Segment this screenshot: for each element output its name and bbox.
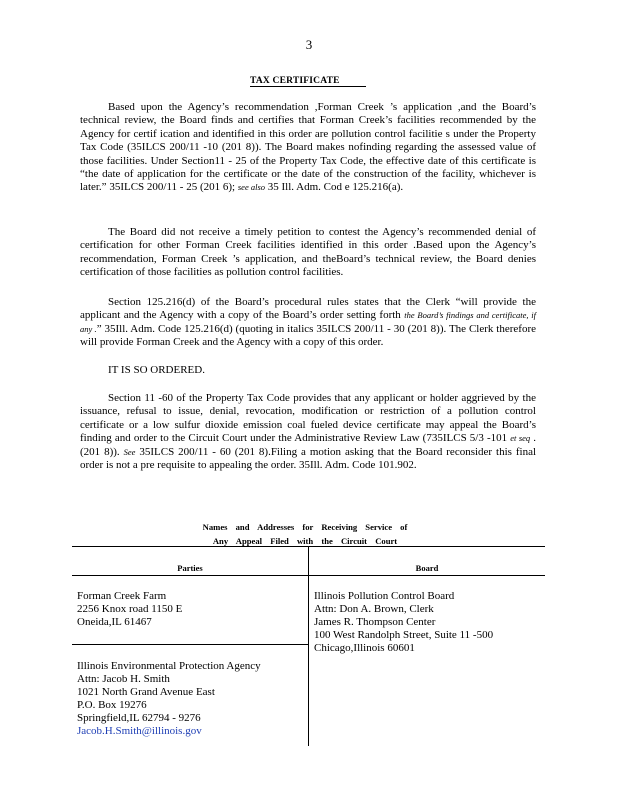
- et-seq-text: et seq: [510, 433, 531, 444]
- page-number: 3: [305, 37, 313, 52]
- address-line: Chicago,Illinois 60601: [314, 642, 415, 654]
- address-line: Illinois Pollution Control Board: [314, 590, 455, 602]
- address-line: Springfield,IL 62794 - 9276: [77, 712, 201, 724]
- paragraph-text: 35ILCS 200/11 - 60 (201 8).Filing a motion asking that the Board reconsider this final order is not a pre requisite to appealing the order. 35Ill. Adm. Code 101.902.: [80, 445, 537, 472]
- paragraph-text: Section 125.216(d) of the Board’s procedural rules states that the Clerk “will provide the applicant and the Agency with a copy of the Board’s order setting forth: [80, 296, 536, 322]
- address-line: 2256 Knox road 1150 E: [77, 603, 183, 615]
- address-line: Forman Creek Farm: [77, 590, 167, 602]
- section-title: TAX CERTIFICATE: [250, 76, 366, 87]
- party-illinois-epa: [77, 660, 261, 738]
- paragraph-clerk: [80, 296, 536, 350]
- paragraph-ordered: IT IS SO ORDERED.: [108, 364, 205, 376]
- address-line: Oneida,IL 61467: [77, 616, 152, 628]
- see-also-signal: see also: [237, 182, 266, 193]
- address-line: P.O. Box 19276: [77, 699, 147, 711]
- service-heading-line: Names and Addresses for Receiving Service of: [202, 522, 408, 532]
- address-line: 100 West Randolph Street, Suite 11 -500: [314, 629, 494, 641]
- paragraph-text: Section 11 -60 of the Property Tax Code provides that any applicant or holder aggrieved by the issuance, refusal to issue, denial, revocation, modification or restriction of a pollution control certificate or a low sulfur dioxide emission coal fueled device certificate may appeal the Board’s finding and order to the Circuit Court under the Administrative Review Law (735ILCS 5/3 -101: [80, 392, 536, 445]
- paragraph-text: ” 35Ill. Adm. Code 125.216(d) (quoting in italics 35ILCS 200/11 - 30 (201 8)). The Clerk therefore will provide Forman Creek and the Agency with a copy of this order.: [80, 322, 536, 349]
- address-line: 1021 North Grand Avenue East: [77, 686, 215, 698]
- paragraph-denial: The Board did not receive a timely petition to contest the Agency’s recommended denial of certification for other Forman Creek facilities identified in this order .Based upon the Agency’s recommendation, Forman Creek ’s application, and theBoard’s technical review, the Board denies certification of those facilities as pollution control facilities.: [80, 226, 536, 279]
- service-heading-line: Any Appeal Filed with the Circuit Court: [212, 536, 398, 546]
- parties-row-divider: [72, 644, 308, 645]
- parties-header: Parties: [177, 563, 203, 573]
- service-heading: [180, 520, 430, 548]
- paragraph-text: . (201 8)).: [80, 432, 537, 458]
- email-link[interactable]: Jacob.H.Smith@illinois.gov: [77, 725, 202, 737]
- paragraph-text: 35 Ill. Adm. Cod e 125.216(a).: [267, 181, 404, 194]
- see-signal: See: [123, 446, 136, 457]
- service-table: [72, 546, 545, 746]
- address-line: James R. Thompson Center: [314, 616, 436, 628]
- paragraph-certification: [80, 101, 536, 195]
- address-line: Illinois Environmental Protection Agency: [77, 660, 261, 672]
- paragraph-text: Based upon the Agency’s recommendation ,Forman Creek ’s application ,and the Board’s technical review, the Board finds and certifies that Forman Creek’s facilities recommended by the Agency for certif ication and identified in this order are pollution control facilitie s under the Property Tax Code (35ILCS 200/11 -10 (201 8)). The Board makes nofinding regarding the assessed value of those facilities. Under Section11 - 25 of the Property Tax Code, the effective date of this certificate is “the date of application for the certificate or the date of the construction of the facility, whichever is later.” 35ILCS 200/11 - 25 (201 6);: [80, 101, 536, 194]
- paragraph-appeal: [80, 392, 536, 472]
- board-header: Board: [415, 563, 439, 573]
- party-forman-creek: [77, 590, 182, 629]
- quoted-italic-text: the Board’s findings and certificate, if any .: [80, 310, 537, 334]
- table-column-divider: [308, 546, 309, 746]
- board-address: [314, 590, 493, 655]
- address-line: Attn: Don A. Brown, Clerk: [314, 603, 434, 615]
- address-line: Attn: Jacob H. Smith: [77, 673, 170, 685]
